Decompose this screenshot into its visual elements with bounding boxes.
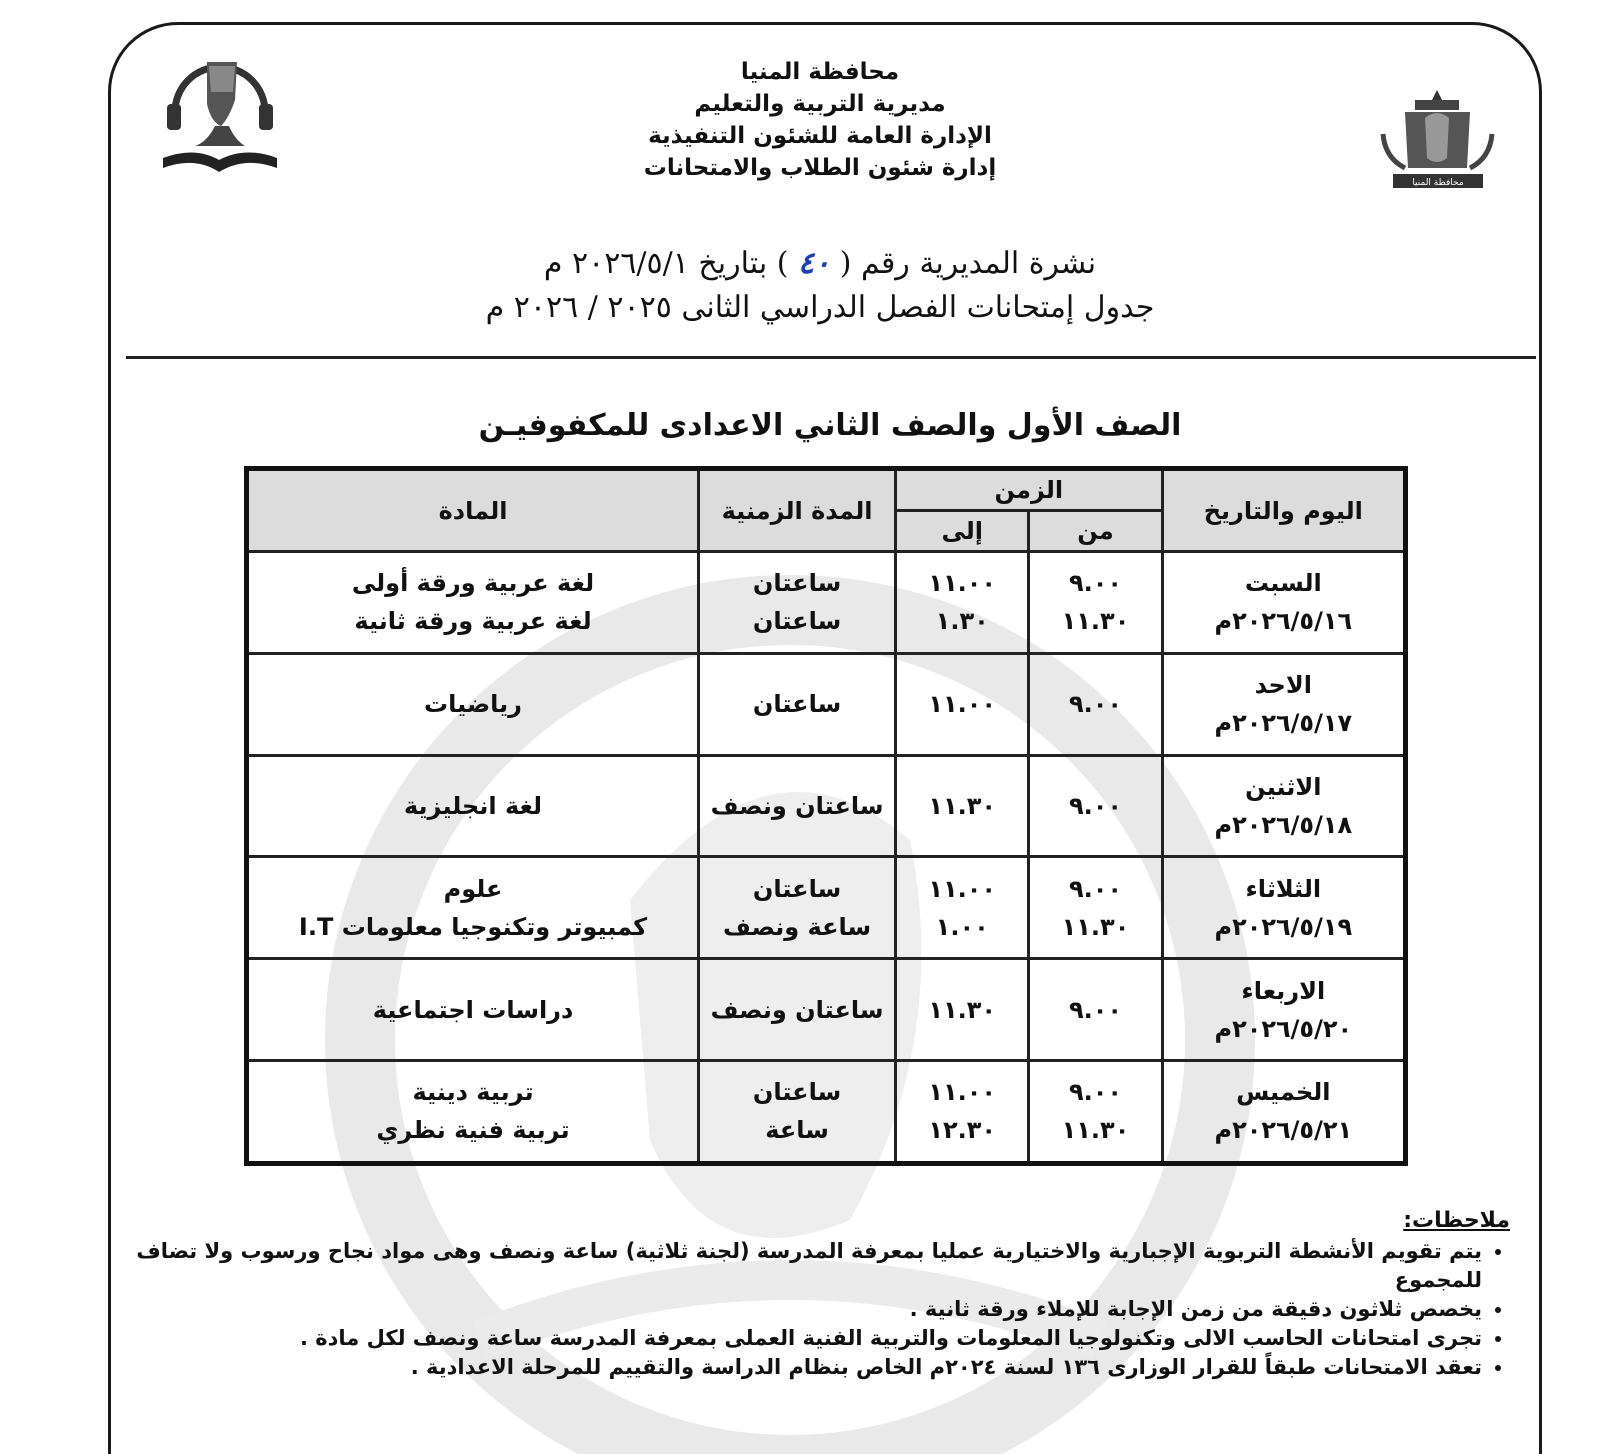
day-date-cell-line: ٢٠٢٦/٥/١٨م (1214, 810, 1353, 839)
from-cell (1029, 1060, 1162, 1163)
day-date-cell-line: ٢٠٢٦/٥/١٦م (1214, 607, 1353, 636)
exam-schedule (244, 466, 1408, 1166)
bulletin-date: ٢٠٢٦/٥/١ (571, 246, 689, 281)
col-header-time: الزمن (896, 469, 1163, 511)
to-cell-line: ١.٠٠ (935, 912, 989, 941)
subject-cell-line: لغة انجليزية (403, 791, 543, 820)
subject-cell-line: دراسات اجتماعية (372, 995, 574, 1024)
from-cell-line: ١١.٣٠ (1061, 912, 1130, 941)
note-item: • تجرى امتحانات الحاسب الالى وتكنولوجيا المعلومات والتربية الفنية العملى بمعرفة المدرسة ساعة ونصف لكل مادة . (130, 1324, 1482, 1353)
from-cell-line: ٩.٠٠ (1068, 1078, 1123, 1107)
from-cell-line: ٩.٠٠ (1068, 995, 1123, 1024)
nefertiti-book-logo (155, 42, 285, 182)
header-directorate: مديرية التربية والتعليم (694, 91, 946, 117)
from-cell-line: ١١.٣٠ (1061, 607, 1130, 636)
duration-cell (699, 1060, 896, 1163)
from-cell (1029, 857, 1162, 959)
from-cell (1029, 653, 1162, 755)
from-cell (1029, 755, 1162, 857)
emblem-caption: محافظة المنيا (1412, 178, 1464, 188)
subject-cell-line: علوم (443, 874, 503, 903)
subject-cell (247, 857, 699, 959)
notes-section (130, 1206, 1510, 1382)
note-item: • تعقد الامتحانات طبقاً للقرار الوزارى ١٣٦ لسنة ٢٠٢٤م الخاص بنظام الدراسة والتقييم للمرحلة الاعدادية . (130, 1353, 1482, 1382)
to-cell (896, 857, 1029, 959)
duration-cell (699, 857, 896, 959)
schedule-table (244, 466, 1408, 1166)
table-row (247, 653, 1406, 755)
schedule-body (247, 552, 1406, 1164)
table-row (247, 552, 1406, 654)
header-divider (126, 356, 1536, 359)
bulletin-prefix: نشرة المديرية رقم ( (839, 246, 1097, 281)
col-header-subject: المادة (247, 469, 699, 552)
col-header-to: إلى (896, 511, 1029, 552)
bulletin-number: ٤٠ (797, 246, 831, 281)
bulletin-heading (420, 242, 1220, 330)
table-row (247, 755, 1406, 857)
from-cell-line: ١١.٣٠ (1061, 1116, 1130, 1145)
header-row-1 (247, 469, 1406, 511)
day-date-cell-line: الاحد (1254, 671, 1312, 700)
grade-title: الصف الأول والصف الثاني الاعدادى للمكفوفيـن (478, 408, 1182, 443)
day-date-cell-line: الاثنين (1245, 772, 1322, 801)
bulletin-mid: ) بتاريخ (698, 246, 789, 281)
notes-list (130, 1237, 1510, 1382)
bulletin-line-2: جدول إمتحانات الفصل الدراسي الثانى ٢٠٢٥ / ٢٠٢٦ م (485, 290, 1155, 325)
subject-cell (247, 552, 699, 654)
duration-cell-line: ساعتان (752, 607, 842, 636)
directorate-header (560, 56, 1080, 184)
table-row (247, 959, 1406, 1061)
day-date-cell (1162, 755, 1405, 857)
duration-cell-line: ساعة ونصف (723, 912, 872, 941)
subject-cell (247, 653, 699, 755)
to-cell-line: ١١.٠٠ (928, 569, 997, 598)
day-date-cell-line: ٢٠٢٦/٥/١٧م (1214, 709, 1353, 738)
to-cell-line: ١١.٣٠ (928, 791, 997, 820)
subject-cell (247, 755, 699, 857)
duration-cell-line: ساعتان (752, 1078, 842, 1107)
col-header-duration: المدة الزمنية (699, 469, 896, 552)
day-date-cell-line: ٢٠٢٦/٥/٢٠م (1214, 1014, 1353, 1043)
note-item: • يتم تقويم الأنشطة التربوية الإجبارية والاختيارية عمليا بمعرفة المدرسة (لجنة ثلاثية) ساعة ونصف وهى مواد نجاح ورسوب ولا تضاف للمجموع (130, 1237, 1482, 1295)
from-cell-line: ٩.٠٠ (1068, 569, 1123, 598)
day-date-cell (1162, 1060, 1405, 1163)
day-date-cell-line: السبت (1244, 569, 1322, 598)
subject-cell-line: لغة عربية ورقة ثانية (354, 607, 592, 636)
day-date-cell-line: الخميس (1236, 1078, 1331, 1107)
col-header-day-date: اليوم والتاريخ (1162, 469, 1405, 552)
from-cell-line: ٩.٠٠ (1068, 874, 1123, 903)
from-cell (1029, 959, 1162, 1061)
to-cell-line: ١١.٣٠ (928, 995, 997, 1024)
duration-cell-line: ساعتان ونصف (710, 791, 884, 820)
day-date-cell (1162, 653, 1405, 755)
table-row (247, 1060, 1406, 1163)
subject-cell-line: تربية دينية (412, 1078, 534, 1107)
from-cell-line: ٩.٠٠ (1068, 791, 1123, 820)
to-cell-line: ١١.٠٠ (928, 690, 997, 719)
subject-cell-line: رياضيات (424, 690, 522, 719)
day-date-cell (1162, 552, 1405, 654)
day-date-cell-line: ٢٠٢٦/٥/١٩م (1214, 912, 1353, 941)
duration-cell (699, 653, 896, 755)
day-date-cell-line: الثلاثاء (1245, 874, 1322, 903)
day-date-cell (1162, 857, 1405, 959)
to-cell-line: ١١.٠٠ (928, 1078, 997, 1107)
subject-cell (247, 959, 699, 1061)
table-row (247, 857, 1406, 959)
day-date-cell-line: ٢٠٢٦/٥/٢١م (1214, 1116, 1353, 1145)
header-governorate: محافظة المنيا (740, 59, 900, 85)
to-cell (896, 755, 1029, 857)
notes-title: ملاحظات: (1403, 1208, 1510, 1233)
duration-cell (699, 755, 896, 857)
subject-cell-line: كمبيوتر وتكنوجيا معلومات I.T (298, 912, 648, 941)
duration-cell-line: ساعتان (752, 569, 842, 598)
minya-governorate-emblem (1375, 88, 1500, 198)
from-cell (1029, 552, 1162, 654)
bulletin-suffix: م (543, 246, 563, 281)
to-cell-line: ١١.٠٠ (928, 874, 997, 903)
subject-cell (247, 1060, 699, 1163)
to-cell-line: ١.٣٠ (935, 607, 989, 636)
day-date-cell-line: الاربعاء (1241, 976, 1326, 1005)
note-item: • يخصص ثلاثون دقيقة من زمن الإجابة للإملاء ورقة ثانية . (130, 1295, 1482, 1324)
duration-cell-line: ساعتان ونصف (710, 995, 884, 1024)
duration-cell-line: ساعة (765, 1116, 829, 1145)
subject-cell-line: تربية فنية نظري (376, 1116, 570, 1145)
header-exams-admin: إدارة شئون الطلاب والامتحانات (643, 155, 997, 181)
duration-cell (699, 959, 896, 1061)
day-date-cell (1162, 959, 1405, 1061)
header-general-admin: الإدارة العامة للشئون التنفيذية (648, 123, 992, 149)
subject-cell-line: لغة عربية ورقة أولى (351, 569, 595, 598)
to-cell-line: ١٢.٣٠ (928, 1116, 997, 1145)
to-cell (896, 959, 1029, 1061)
to-cell (896, 552, 1029, 654)
col-header-from: من (1029, 511, 1162, 552)
duration-cell-line: ساعتان (752, 874, 842, 903)
to-cell (896, 653, 1029, 755)
duration-cell (699, 552, 896, 654)
bulletin-line-1 (420, 242, 1220, 286)
duration-cell-line: ساعتان (752, 690, 842, 719)
to-cell (896, 1060, 1029, 1163)
from-cell-line: ٩.٠٠ (1068, 690, 1123, 719)
